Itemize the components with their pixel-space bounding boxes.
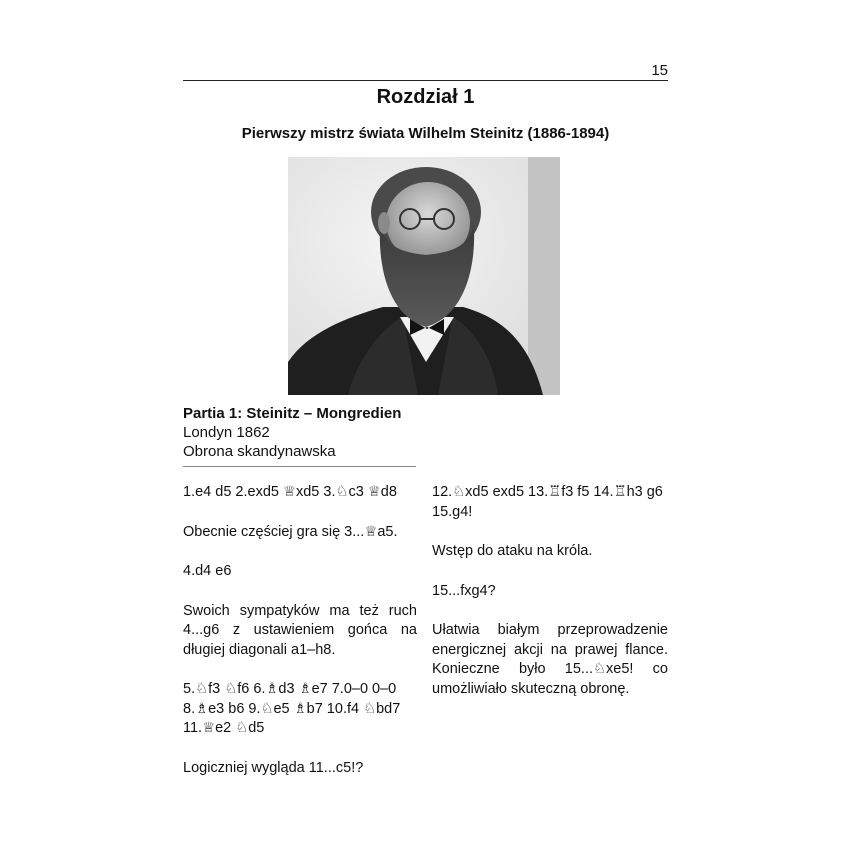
commentary-text: Ułatwia białym przeprowadzenie energicznej akcji na prawej flance. Konieczne było 15...♘xe5! co umożliwiało skuteczną obronę.: [432, 622, 668, 697]
game-header-rule: [183, 466, 416, 467]
move-text: 15...fxg4?: [432, 582, 496, 599]
move-text: 1.e4 d5 2.exd5 ♕xd5 3.♘c3 ♕d8: [183, 484, 397, 500]
right-column: [432, 483, 668, 719]
chapter-subtitle: Pierwszy mistrz świata Wilhelm Steinitz (1886-1894): [241, 125, 610, 142]
move-text: 5.♘f3 ♘f6 6.♗d3 ♗e7 7.0–0 0–0 8.♗e3 b6 9.♘e5 ♗b7 10.f4 ♘bd7 11.♕e2 ♘d5: [183, 681, 401, 736]
portrait-photo: [288, 157, 560, 395]
chapter-title: Rozdział 1: [376, 86, 475, 108]
commentary-text: Logiczniej wygląda 11...c5!?: [183, 759, 364, 776]
page-number: 15: [651, 62, 668, 79]
game-header: [183, 404, 423, 461]
commentary-text: Obecnie częściej gra się 3...♕a5.: [183, 523, 398, 540]
game-title: Partia 1: Steinitz – Mongredien: [183, 405, 402, 422]
left-column: [183, 483, 417, 798]
game-opening: Obrona skandynawska: [183, 443, 336, 460]
game-place-year: Londyn 1862: [183, 424, 270, 441]
move-text: 4.d4 e6: [183, 563, 232, 579]
move-text: 12.♘xd5 exd5 13.♖f3 f5 14.♖h3 g6 15.g4!: [432, 484, 663, 520]
commentary-text: Swoich sympatyków ma też ruch 4...g6 z ustawieniem gońca na długiej diagonali a1–h8.: [183, 602, 417, 658]
header-rule: [183, 80, 668, 81]
commentary-text: Wstęp do ataku na króla.: [432, 543, 593, 559]
